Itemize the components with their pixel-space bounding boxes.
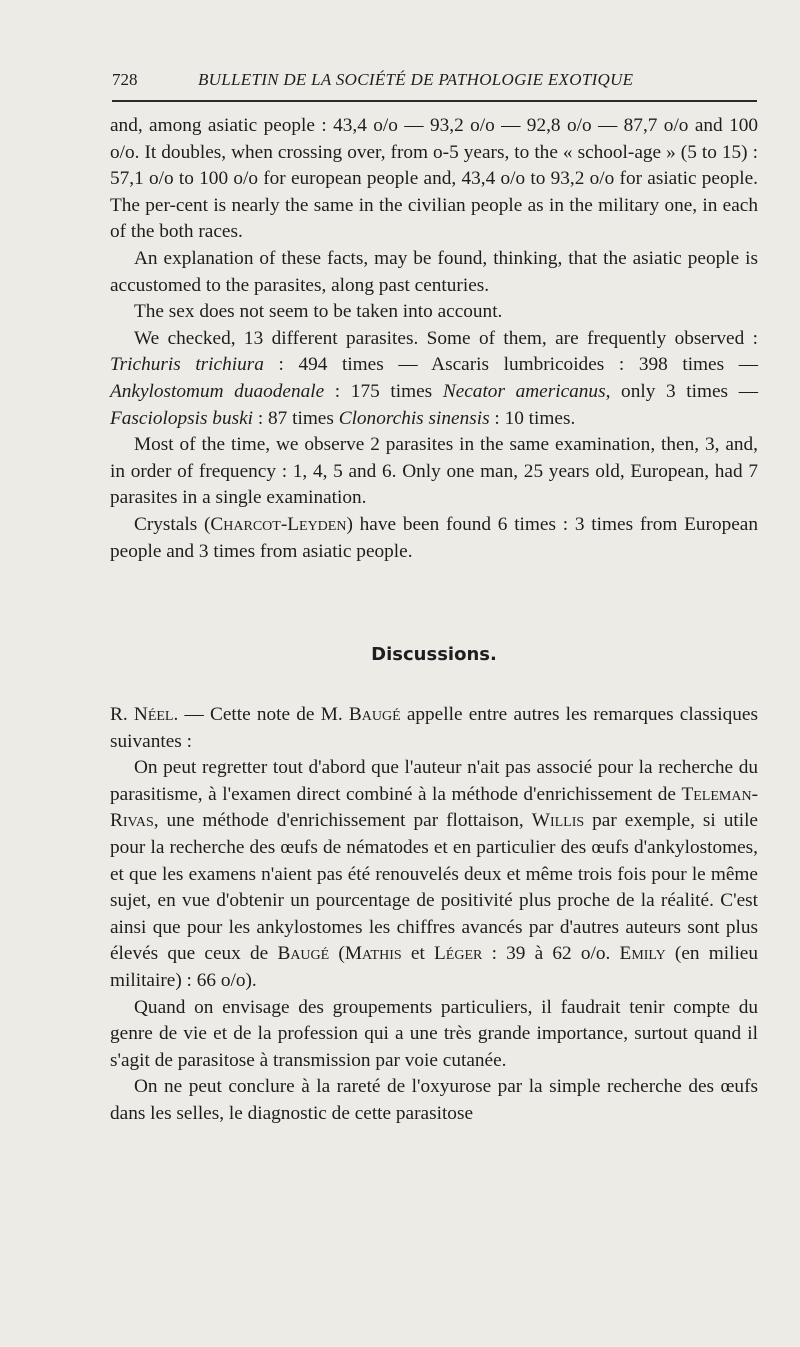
- author-name: Léger: [434, 943, 483, 965]
- section-heading: Discussions.: [371, 644, 497, 665]
- author-name: Néel: [133, 704, 174, 725]
- paragraph-crystals: [110, 512, 758, 565]
- paragraph-age-rates: and, among asiatic people : 43,4 o/o — 93,2 o/o — 92,8 o/o — 87,7 o/o and 100 o/o. It doubles, when crossing over, from o-5 years, to the « school-age » (5 to 15) : 57,1 o/o to 100 o/o for european people and, 43,4 o/o to 93,2 o/o for asiatic people. The per-cent is nearly the same in the civilian people as in the military one, in each of the both races.: [110, 115, 758, 243]
- text-run: : 39 à 62 o/o.: [482, 943, 620, 965]
- author-name: Baugé: [348, 704, 401, 725]
- paragraph-oxyurose: On ne peut conclure à la rareté de l'oxyurose par la simple recherche des œufs dans les selles, le diagnostic de cette parasitose: [110, 1076, 758, 1124]
- text-run: , only 3 times —: [605, 380, 758, 402]
- text-run: appelle entre autres les remarques classiques suivantes :: [110, 704, 758, 752]
- text-run: et: [401, 943, 435, 965]
- taxon-name: Clonorchis sinensis: [338, 407, 490, 429]
- paragraph-neel: [110, 702, 758, 755]
- text-run: : 87 times: [253, 407, 339, 429]
- paragraph-regretter: [110, 755, 758, 994]
- text-run: (: [329, 943, 345, 965]
- text-run: ) have been found 6 times : 3 times from European people and 3 times from asiatic people.: [110, 513, 758, 562]
- header-rule: [112, 100, 757, 102]
- author-name: Emily: [619, 943, 666, 965]
- text-run: : 494 times — Ascaris lumbricoides : 398 times —: [263, 354, 758, 376]
- text-run: On peut regretter tout d'abord que l'auteur n'ait pas associé pour la recherche du parasitisme, à l'examen direct combiné à la méthode d'enrichissement de: [110, 757, 758, 805]
- text-run: R.: [110, 704, 134, 725]
- page-number: 728: [112, 70, 138, 89]
- paragraph-explanation: An explanation of these facts, may be found, thinking, that the asiatic people is accustomed to the parasites, along past centuries.: [110, 247, 758, 296]
- running-header: [112, 68, 757, 94]
- author-name: Willis: [531, 810, 585, 832]
- taxon-name: Fasciolopsis buski: [110, 407, 253, 429]
- author-name: Mathis: [344, 943, 402, 965]
- author-name: Charcot-Leyden: [210, 513, 347, 535]
- author-name: Teleman-Rivas: [110, 783, 758, 832]
- paragraph-groupements: Quand on envisage des groupements particuliers, il faudrait tenir compte du genre de vie et de la profession qui a une très grande importance, surtout quand il s'agit de parasitose à transmission par voie cutanée.: [110, 996, 758, 1071]
- paragraph-parasites: [110, 326, 758, 432]
- text-run: par exemple, si utile pour la recherche des œufs de nématodes et en particulier des œufs d'ankylostomes, et que les examens n'aient pas été renouvelés deux et même trois fois pour le même sujet, en vue d'obtenir un pourcentage de positivité plus proche de la réalité. C'est ainsi que pour les ankylostomes les chiffres avancés par d'autres auteurs sont plus élevés que ceux de: [110, 810, 758, 965]
- paragraph-sex: The sex does not seem to be taken into account.: [134, 301, 503, 323]
- taxon-name: Necator americanus: [442, 380, 606, 402]
- text-run: . — Cette note de M.: [173, 704, 349, 725]
- taxon-name: Ankylostomum duaodenale: [110, 380, 325, 402]
- paragraph-frequency: Most of the time, we observe 2 parasites in the same examination, then, 3, and, in order of frequency : 1, 4, 5 and 6. Only one man, 25 years old, European, had 7 parasites in a single examination.: [110, 434, 758, 509]
- author-name: Baugé: [277, 943, 330, 965]
- text-run: : 10 times.: [489, 407, 576, 429]
- discussion-body: [110, 702, 758, 1128]
- taxon-name: Trichuris trichiura: [110, 354, 264, 376]
- english-summary: [110, 113, 758, 565]
- text-run: , une méthode d'enrichissement par flottaison,: [153, 810, 532, 832]
- text-run: : 175 times: [324, 380, 443, 402]
- text-run: Crystals (: [134, 513, 211, 535]
- text-run: We checked, 13 different parasites. Some of them, are frequently observed :: [134, 327, 758, 349]
- journal-title: BULLETIN DE LA SOCIÉTÉ DE PATHOLOGIE EXOTIQUE: [198, 70, 634, 89]
- text-run: (en milieu militaire) : 66 o/o).: [110, 943, 759, 991]
